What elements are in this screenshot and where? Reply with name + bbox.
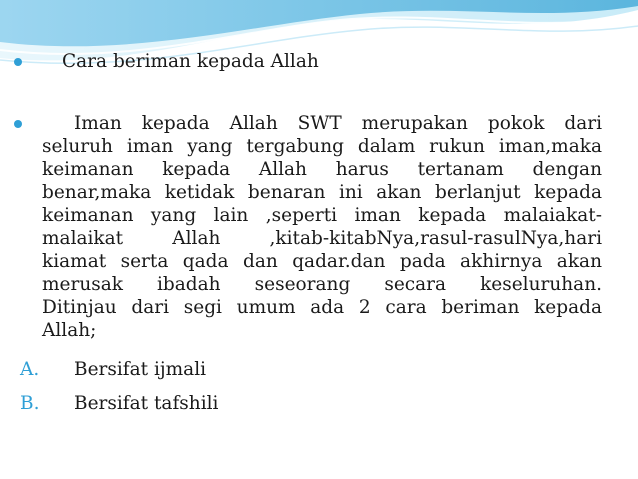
- paragraph-line: seluruh iman yang tergabung dalam rukun iman,maka: [42, 136, 602, 157]
- paragraph-line: merusak ibadah seseorang secara keseluruhan.: [42, 274, 602, 295]
- paragraph-line: kiamat serta qada dan qadar.dan pada akhirnya akan: [42, 251, 602, 272]
- list-item-b-text: Bersifat tafshili: [74, 393, 219, 414]
- paragraph-line: malaikat Allah ,kitab-kitabNya,rasul-rasulNya,hari: [42, 228, 602, 249]
- slide-heading-text: Cara beriman kepada Allah: [62, 51, 319, 72]
- paragraph-line: benar,maka ketidak benaran ini akan berlanjut kepada: [42, 182, 602, 203]
- paragraph-line: Iman kepada Allah SWT merupakan pokok dari: [74, 113, 602, 134]
- list-item-a-text: Bersifat ijmali: [74, 359, 207, 380]
- paragraph-line: keimanan kepada Allah harus tertanam dengan: [42, 159, 602, 180]
- list-marker-b: B.: [20, 393, 40, 414]
- bullet-dot-icon: [14, 120, 22, 128]
- paragraph-line: Allah;: [42, 320, 97, 341]
- paragraph-line: Ditinjau dari segi umum ada 2 cara beriman kepada: [42, 297, 602, 318]
- bullet-dot-icon: [14, 58, 22, 66]
- list-marker-a: A.: [20, 359, 40, 380]
- paragraph-line: keimanan yang lain ,seperti iman kepada malaiakat-: [42, 205, 602, 226]
